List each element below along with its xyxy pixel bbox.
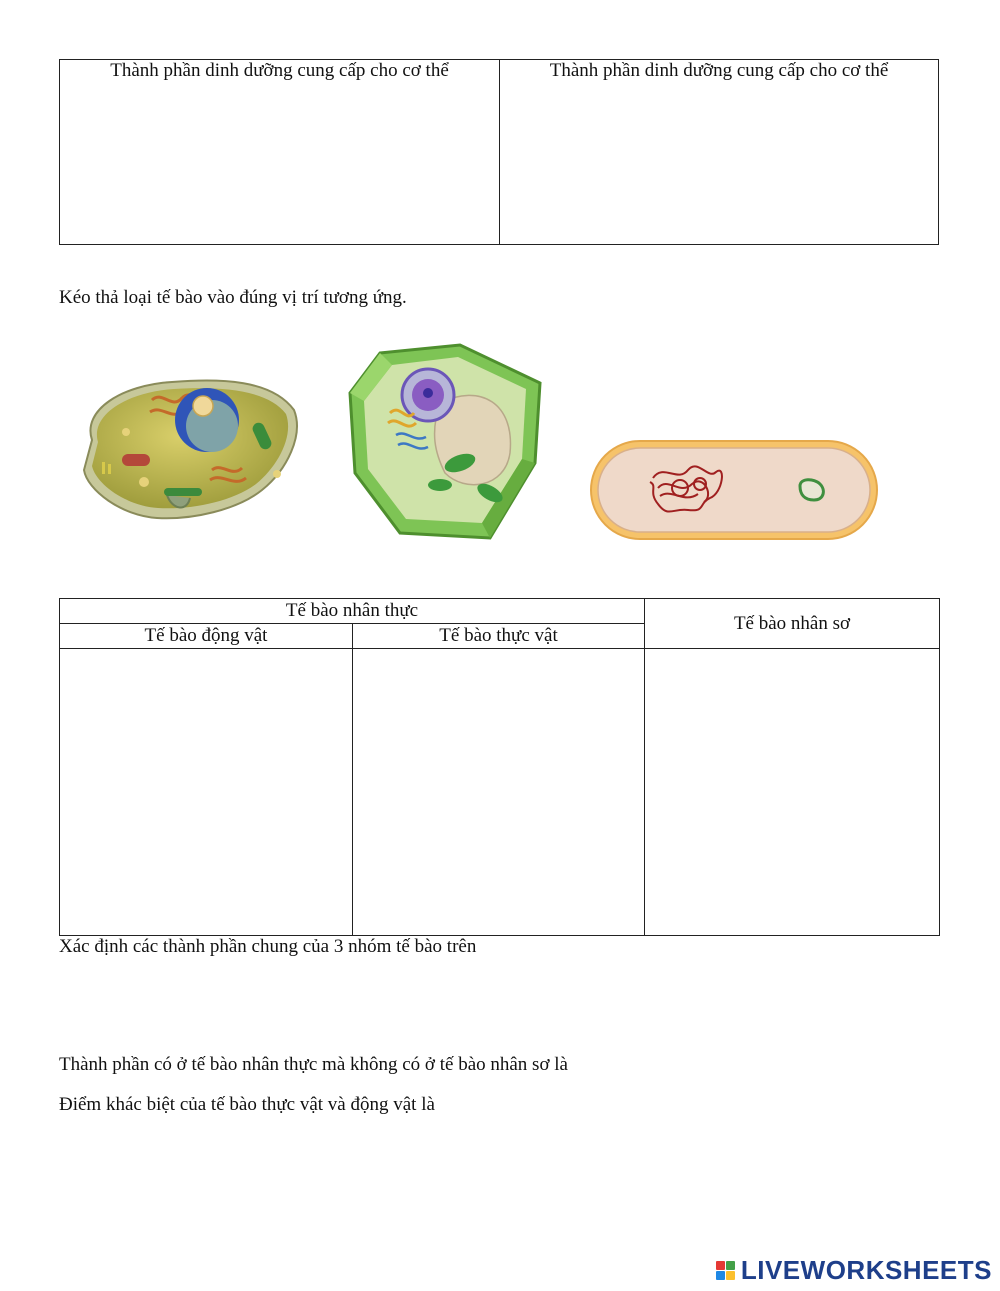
plant-cell-illustration[interactable] [340,343,550,543]
eukaryotic-header: Tế bào nhân thực [285,600,419,621]
prokaryotic-cell-illustration[interactable] [588,438,880,542]
plant-drop-zone[interactable] [353,649,645,936]
animal-header: Tế bào động vật [144,625,268,647]
nutrition-cell-2[interactable] [500,60,939,245]
logo-text: LIVEWORKSHEETS [740,1255,992,1285]
liveworksheets-logo [716,1255,992,1286]
animal-drop-zone[interactable] [60,649,353,936]
prokaryotic-header-cell [645,599,940,649]
eukaryotic-header-cell [60,599,645,624]
logo-mark-icon [716,1261,735,1280]
prokaryotic-drop-zone[interactable] [645,649,940,936]
question-eukaryotic-only: Thành phần có ở tế bào nhân thực mà không có ở tế bào nhân sơ là [59,1054,568,1075]
classification-table [59,598,940,936]
prokaryotic-header: Tế bào nhân sơ [733,612,851,634]
question-plant-animal-difference: Điểm khác biệt của tế bào thực vật và động vật là [59,1094,435,1115]
drag-instruction: Kéo thả loại tế bào vào đúng vị trí tương ứng. [59,287,407,308]
nutrition-table [59,59,939,245]
plant-header: Tế bào thực vật [439,625,558,647]
nutrition-cell-1[interactable] [60,60,500,245]
animal-header-cell [60,624,353,649]
nutrition-col2-header: Thành phần dinh dưỡng cung cấp cho cơ thể [549,60,889,81]
animal-cell-illustration[interactable] [72,370,302,530]
question-common-components: Xác định các thành phần chung của 3 nhóm tế bào trên [59,936,477,957]
plant-header-cell [353,624,645,649]
nutrition-col1-header: Thành phần dinh dưỡng cung cấp cho cơ thể [110,60,449,81]
